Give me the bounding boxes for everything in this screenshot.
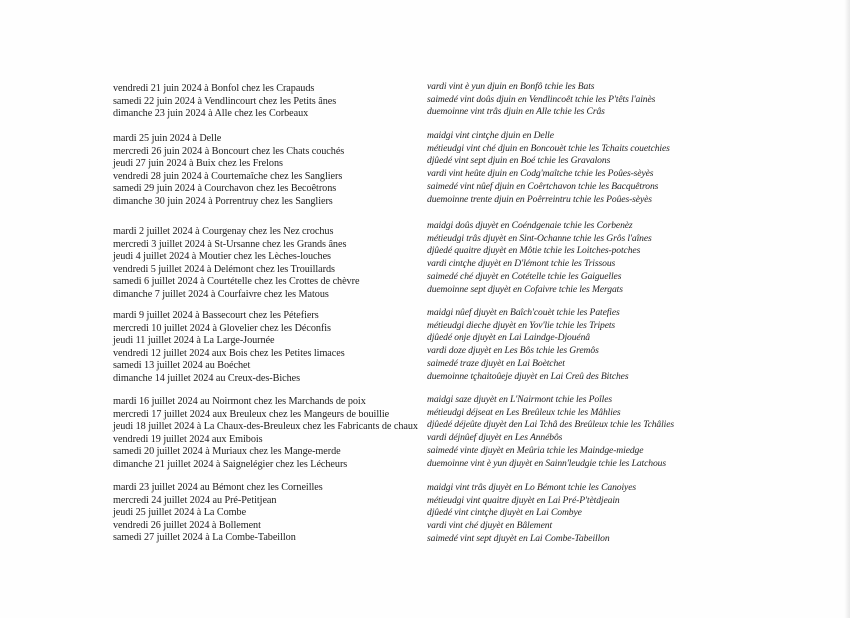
patois-schedule-entry: saimedé traze djuyèt en Lai Boètchet	[427, 357, 565, 369]
french-schedule-entry: jeudi 27 juin 2024 à Buix chez les Frelons	[113, 158, 283, 170]
patois-schedule-entry: djûedé vint sept djuin en Boé tchie les Gravalons	[427, 155, 611, 167]
patois-schedule-entry: maidgi saze djuyèt en L'Nairmont tchie les Poîles	[427, 394, 613, 405]
patois-schedule-entry: métieudgi trâs djuyèt en Sint-Ochanne tchie les Grôs l'aînes	[427, 232, 652, 244]
french-schedule-entry: vendredi 26 juillet 2024 à Bollement	[113, 519, 261, 531]
patois-schedule-entry: djûedé quaitre djuyèt en Môtie tchie les Loitches-potches	[427, 245, 641, 257]
french-schedule-entry: samedi 6 juillet 2024 à Courtételle chez les Crottes de chèvre	[113, 276, 360, 288]
french-schedule-entry: vendredi 12 juillet 2024 aux Bois chez les Petites limaces	[113, 347, 345, 359]
french-schedule-entry: mardi 16 juillet 2024 au Noirmont chez les Marchands de poix	[113, 396, 366, 407]
patois-schedule-entry: vardi cintçhe djuyèt en D'lémont tchie les Trissous	[427, 258, 616, 270]
french-schedule-entry: mardi 2 juillet 2024 à Courgenay chez les Nez crochus	[113, 226, 334, 237]
french-schedule-entry: jeudi 11 juillet 2024 à La Large-Journée	[113, 335, 275, 347]
french-schedule-entry: mardi 23 juillet 2024 au Bémont chez les Corneilles	[113, 482, 323, 493]
patois-schedule-entry: vardi vint ché djuyèt en Bâlement	[427, 520, 553, 532]
french-schedule-entry: samedi 13 juillet 2024 au Boéchet	[113, 360, 251, 372]
french-schedule-entry: mardi 9 juillet 2024 à Bassecourt chez les Pétefiers	[113, 310, 319, 321]
french-schedule-entry: jeudi 18 juillet 2024 à La Chaux-des-Breuleux chez les Fabricants de chaux	[113, 421, 418, 433]
patois-schedule-entry: duemoinne tçhaitoûeje djuyèt en Lai Creû des Bitches	[427, 370, 629, 382]
patois-schedule-entry: métieudgi vint ché djuin en Boncouèt tchie les Tchaits couetchies	[427, 142, 670, 154]
patois-schedule-entry: saimedé vint doûs djuin en Vendlincoêt tchie les P'têts l'ainès	[427, 93, 656, 105]
patois-schedule-entry: duemoinne sept djuyèt en Cofaivre tchie les Mergats	[427, 283, 623, 295]
french-schedule-entry: vendredi 19 juillet 2024 aux Emibois	[113, 433, 263, 445]
french-schedule-entry: mercredi 24 juillet 2024 au Pré-Petitjean	[113, 494, 277, 506]
patois-schedule-entry: vardi vint heûte djuin en Codg'maîtche tchie les Poûes-sèyès	[427, 168, 654, 180]
french-schedule-entry: vendredi 28 juin 2024 à Courtemaîche chez les Sangliers	[113, 170, 343, 182]
french-schedule-entry: jeudi 25 juillet 2024 à La Combe	[113, 507, 247, 519]
french-schedule-entry: samedi 29 juin 2024 à Courchavon chez les Becoêtrons	[113, 183, 337, 195]
french-schedule-entry: mercredi 26 juin 2024 à Boncourt chez les Chats couchés	[113, 145, 345, 157]
french-schedule-entry: samedi 20 juillet 2024 à Muriaux chez les Mange-merde	[113, 446, 341, 458]
patois-schedule-entry: métieudgi déjseat en Les Breûleux tchie les Mâhlies	[427, 406, 621, 418]
patois-schedule-entry: duemoinne vint trâs djuin en Alle tchie les Crâs	[427, 106, 605, 118]
french-schedule-entry: mercredi 17 juillet 2024 aux Breuleux chez les Mangeurs de bouillie	[113, 408, 390, 420]
french-schedule-entry: jeudi 4 juillet 2024 à Moutier chez les Lèches-louches	[113, 251, 331, 263]
french-schedule-entry: samedi 27 juillet 2024 à La Combe-Tabeillon	[113, 532, 296, 544]
french-schedule-entry: mardi 25 juin 2024 à Delle	[113, 133, 222, 144]
french-schedule-entry: dimanche 21 juillet 2024 à Saignelégier chez les Lécheurs	[113, 459, 348, 470]
patois-schedule-entry: vardi vint è yun djuin en Bonfô tchie les Bats	[427, 81, 595, 92]
patois-schedule-entry: saimedé vint sept djuyèt en Lai Combe-Tabeillon	[427, 532, 610, 544]
patois-schedule-entry: saimedé vinte djuyèt en Meûria tchie les Maindge-miedge	[427, 444, 644, 456]
patois-schedule-entry: djûedé onje djuyèt en Lai Laindge-Djouénâ	[427, 332, 590, 344]
french-schedule-entry: dimanche 14 juillet 2024 au Creux-des-Biches	[113, 373, 301, 384]
patois-schedule-entry: saimedé vint nûef djuin en Coêrtchavon tchie les Bacquêtrons	[427, 180, 659, 192]
french-schedule-entry: samedi 22 juin 2024 à Vendlincourt chez les Petits ânes	[113, 95, 337, 107]
patois-schedule-entry: vardi déjnûef djuyèt en Les Annébôs	[427, 432, 563, 444]
french-schedule-entry: dimanche 23 juin 2024 à Alle chez les Corbeaux	[113, 108, 309, 120]
french-schedule-entry: vendredi 21 juin 2024 à Bonfol chez les Crapauds	[113, 83, 315, 94]
patois-schedule-entry: maidgi doûs djuyèt en Coéndgenaie tchie les Corbenèz	[427, 220, 633, 231]
patois-schedule-entry: maidgi vint cintçhe djuin en Delle	[427, 130, 554, 141]
patois-schedule-entry: maidgi vint trâs djuyèt en Lo Bémont tchie les Canoiyes	[427, 482, 636, 493]
french-schedule-entry: mercredi 10 juillet 2024 à Glovelier chez les Déconfis	[113, 322, 331, 334]
patois-schedule-entry: saimedé ché djuyèt en Cotételle tchie les Gaiguelles	[427, 270, 622, 282]
patois-schedule-entry: métieudgi vint quaitre djuyèt en Lai Pré-P'tètdjeain	[427, 494, 620, 506]
french-schedule-entry: mercredi 3 juillet 2024 à St-Ursanne chez les Grands ânes	[113, 238, 347, 250]
patois-schedule-entry: duemoinne vint è yun djuyèt en Sainn'leudgie tchie les Latchous	[427, 457, 666, 469]
patois-schedule-entry: vardi doze djuyèt en Les Bôs tchie les Gremôs	[427, 345, 599, 357]
patois-schedule-entry: duemoinne trente djuin en Poêrreintru tchie les Poûes-sèyès	[427, 193, 652, 205]
french-schedule-entry: dimanche 7 juillet 2024 à Courfaivre chez les Matous	[113, 289, 329, 300]
patois-schedule-entry: djûedé déjeûte djuyèt den Lai Tchâ des Breûleux tchie les Tchâlies	[427, 419, 675, 431]
french-schedule-entry: vendredi 5 juillet 2024 à Delémont chez les Trouillards	[113, 263, 335, 275]
patois-schedule-entry: métieudgi dieche djuyèt en Yov'lie tchie les Tripets	[427, 319, 616, 331]
french-schedule-entry: dimanche 30 juin 2024 à Porrentruy chez les Sangliers	[113, 196, 333, 207]
patois-schedule-entry: djûedé vint cintçhe djuyèt en Lai Combye	[427, 507, 582, 519]
page-edge	[844, 0, 850, 618]
patois-schedule-entry: maidgi nûef djuyèt en Baîch'couèt tchie les Patefies	[427, 307, 620, 318]
